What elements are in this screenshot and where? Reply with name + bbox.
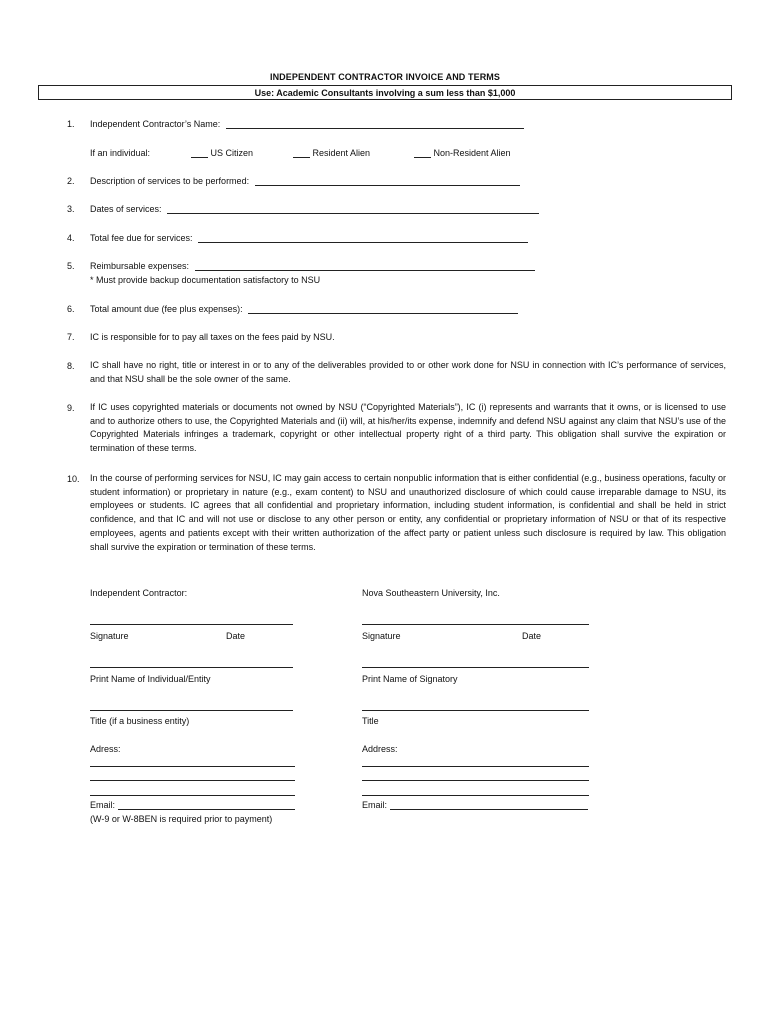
us-citizen-field[interactable] (191, 148, 208, 158)
contractor-name-row (90, 119, 524, 129)
item-number: 10. (67, 474, 80, 484)
reimbursable-field[interactable] (195, 261, 535, 271)
non-resident-alien-option[interactable] (414, 148, 511, 158)
nsu-address-line-2[interactable] (362, 780, 589, 781)
contractor-title-label: Title (if a business entity) (90, 716, 190, 726)
document-title: INDEPENDENT CONTRACTOR INVOICE AND TERMS (269, 72, 500, 82)
w9-note: (W-9 or W-8BEN is required prior to payment) (90, 814, 273, 824)
reimbursable-row (90, 261, 535, 271)
nsu-address-line-1[interactable] (362, 766, 589, 767)
deliverables-clause: IC shall have no right, title or interest in or to any of the deliverables provided to or other work done for NSU in connection with IC’s performance of services, and that NSU shall be the sole owner of the same. (90, 360, 726, 384)
copyright-clause: If IC uses copyrighted materials or documents not owned by NSU (“Copyrighted Materials”), IC (i) represents and warrants that it owns, or is licensed to use and to authorize others to use, the Copyrighted Materials and (ii) will, at his/her/its expense, indemnify and defend NSU against any claim that NSU’s use of the Copyrighted Materials infringes a trademark, copyright or other intellectual property right of a third party. This obligation shall survive the expiration or termination of these terms. (90, 402, 726, 454)
reimbursable-label: Reimbursable expenses: (90, 261, 190, 271)
item-number: 4. (67, 233, 75, 243)
non-resident-alien-label: Non-Resident Alien (433, 148, 511, 158)
dates-label: Dates of services: (90, 204, 162, 214)
contractor-name-label: Independent Contractor’s Name: (90, 119, 221, 129)
nsu-email-label: Email: (362, 800, 388, 810)
contractor-email-label: Email: (90, 800, 116, 810)
item-number: 2. (67, 176, 75, 186)
nsu-date-label: Date (522, 631, 542, 641)
total-fee-row (90, 233, 528, 243)
us-citizen-label: US Citizen (210, 148, 254, 158)
contractor-email-field[interactable] (118, 800, 295, 810)
description-label: Description of services to be performed: (90, 176, 250, 186)
nsu-heading: Nova Southeastern University, Inc. (362, 588, 500, 598)
non-resident-alien-field[interactable] (414, 148, 431, 158)
item-number: 5. (67, 261, 75, 271)
nsu-title-line[interactable] (362, 710, 589, 711)
dates-field[interactable] (167, 204, 539, 214)
nsu-signature-label: Signature (362, 631, 401, 641)
description-row (90, 176, 520, 186)
total-amount-row (90, 304, 518, 314)
dates-row (90, 204, 539, 214)
resident-alien-field[interactable] (293, 148, 310, 158)
item-number: 8. (67, 361, 75, 371)
backup-note: * Must provide backup documentation satisfactory to NSU (90, 275, 321, 285)
total-amount-field[interactable] (248, 304, 518, 314)
contractor-print-name-line[interactable] (90, 667, 293, 668)
item-number: 6. (67, 304, 75, 314)
item-number: 9. (67, 403, 75, 413)
resident-alien-label: Resident Alien (312, 148, 371, 158)
contractor-signature-line[interactable] (90, 624, 293, 625)
use-line-box: Use: Academic Consultants involving a sum less than $1,000 (38, 85, 732, 100)
nsu-address-line-3[interactable] (362, 795, 589, 796)
item-number: 1. (67, 119, 75, 129)
contractor-address-line-3[interactable] (90, 795, 295, 796)
resident-alien-option[interactable] (293, 148, 370, 158)
confidentiality-clause: In the course of performing services for NSU, IC may gain access to certain nonpublic information that is either confidential (e.g., business operations, faculty or student information) or proprietary in nature (e.g., exam content) to NSU and unauthorized disclosure of which could cause irreparable damage to NSU, its employees or students. IC agrees that all confidential and proprietary information, including student information, is confidential and shall be held in strict confidence, and that IC and will not use or disclose to any other person or entity, any confidential or proprietary information of NSU or that of its respective employees, agents and patients except with their written authorization of the affect party or patient unless such disclosure is required by law. This obligation shall survive the expiration or termination of these terms. (90, 473, 726, 552)
individual-row (90, 148, 150, 158)
description-field[interactable] (255, 176, 520, 186)
nsu-email-field[interactable] (390, 800, 588, 810)
item-number: 7. (67, 332, 75, 342)
nsu-print-name-line[interactable] (362, 667, 589, 668)
nsu-signature-line[interactable] (362, 624, 589, 625)
contractor-email-row (90, 800, 295, 810)
contractor-name-field[interactable] (226, 119, 524, 129)
contractor-date-label: Date (226, 631, 246, 641)
nsu-title-label: Title (362, 716, 379, 726)
total-fee-label: Total fee due for services: (90, 233, 193, 243)
contractor-heading: Independent Contractor: (90, 588, 188, 598)
us-citizen-option[interactable] (191, 148, 253, 158)
contractor-signature-label: Signature (90, 631, 129, 641)
item-number: 3. (67, 204, 75, 214)
contractor-address-label: Adress: (90, 744, 121, 754)
contractor-title-line[interactable] (90, 710, 293, 711)
taxes-clause: IC is responsible for to pay all taxes on the fees paid by NSU. (90, 332, 335, 342)
contractor-print-name-label: Print Name of Individual/Entity (90, 674, 211, 684)
nsu-address-label: Address: (362, 744, 398, 754)
total-amount-label: Total amount due (fee plus expenses): (90, 304, 243, 314)
individual-label: If an individual: (90, 148, 151, 158)
nsu-email-row (362, 800, 588, 810)
nsu-print-name-label: Print Name of Signatory (362, 674, 458, 684)
contractor-address-line-2[interactable] (90, 780, 295, 781)
contractor-address-line-1[interactable] (90, 766, 295, 767)
total-fee-field[interactable] (198, 233, 528, 243)
